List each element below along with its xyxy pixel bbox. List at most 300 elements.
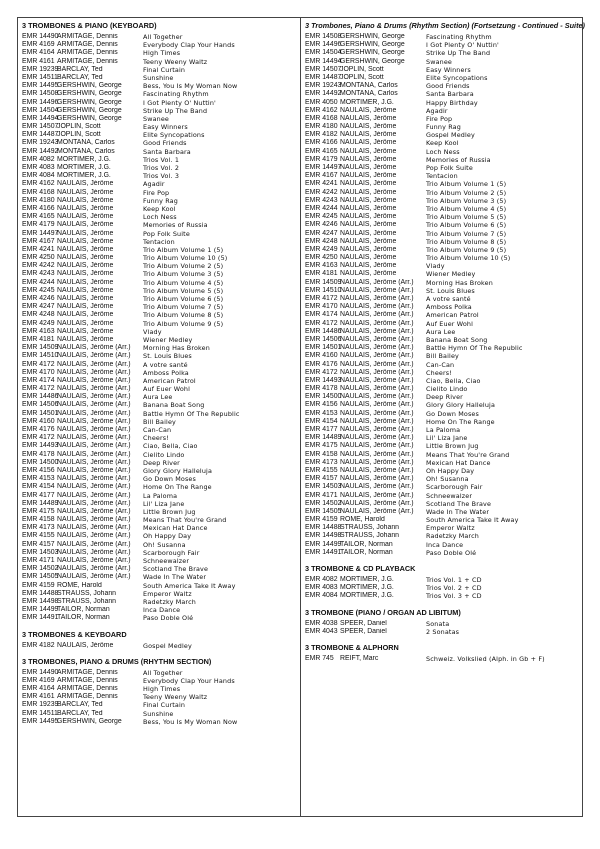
work-title: La Paloma — [426, 426, 461, 434]
catalog-entry — [22, 524, 296, 532]
catalog-number: EMR 4163 — [22, 327, 55, 335]
composer-name: NAULAIS, Jérôme — [340, 180, 397, 188]
catalog-entry — [305, 303, 581, 311]
work-title: Trios Vol. 2 — [143, 164, 180, 172]
work-title: Sunshine — [143, 709, 174, 718]
catalog-number: EMR 14503 — [22, 548, 59, 556]
work-title: Deep River — [143, 458, 180, 467]
composer-name: GERSHWIN, George — [340, 57, 405, 65]
catalog-entry — [305, 254, 581, 262]
work-title: Vlady — [426, 262, 445, 271]
composer-name: NAULAIS, Jérôme (Arr.) — [340, 376, 414, 384]
catalog-entry — [22, 107, 296, 115]
work-title: Bess, You Is My Woman Now — [143, 717, 238, 726]
work-title: Trio Album Volume 9 (5) — [426, 245, 507, 254]
composer-name: NAULAIS, Jérôme (Arr.) — [340, 286, 414, 294]
catalog-entry — [305, 205, 581, 213]
composer-name: JOPLIN, Scott — [57, 123, 101, 131]
composer-name: NAULAIS, Jérôme (Arr.) — [340, 360, 414, 368]
catalog-entry — [22, 598, 296, 606]
work-title: Bess, You Is My Woman Now — [143, 82, 238, 91]
work-title: Elite Syncopations — [426, 73, 488, 82]
catalog-entry — [22, 336, 296, 344]
catalog-number: EMR 14489 — [305, 434, 342, 442]
composer-name: NAULAIS, Jérôme (Arr.) — [57, 466, 131, 474]
catalog-entry — [305, 584, 581, 592]
work-title: Wade In The Water — [143, 573, 207, 582]
composer-name: STRAUSS, Johann — [57, 597, 116, 605]
catalog-entry — [305, 90, 581, 98]
composer-name: NAULAIS, Jérôme (Arr.) — [57, 458, 131, 466]
catalog-number: EMR 4249 — [22, 319, 55, 327]
work-title: Teeny Weeny Waltz — [143, 693, 208, 702]
catalog-number: EMR 4174 — [22, 376, 55, 384]
composer-name: ARMITAGE, Dennis — [57, 49, 118, 57]
catalog-number: EMR 14504 — [22, 106, 59, 114]
catalog-number: EMR 4172 — [305, 319, 338, 327]
catalog-number: EMR 14509 — [305, 278, 342, 286]
catalog-entry — [305, 328, 581, 336]
work-title: Trio Album Volume 8 (5) — [426, 237, 507, 246]
catalog-entry — [22, 311, 296, 319]
catalog-entry — [22, 270, 296, 278]
catalog-entry — [305, 58, 581, 66]
catalog-number: EMR 14487 — [22, 131, 59, 139]
work-title: Strike Up The Band — [426, 49, 491, 58]
work-title: Trio Album Volume 7 (5) — [426, 229, 507, 238]
catalog-entry — [305, 475, 581, 483]
catalog-entry — [22, 197, 296, 205]
composer-name: TAILOR, Norman — [340, 548, 393, 556]
catalog-entry — [22, 500, 296, 508]
catalog-number: EMR 14486 — [305, 327, 342, 335]
composer-name: NAULAIS, Jérôme — [57, 327, 114, 335]
catalog-number: EMR 14507 — [22, 123, 59, 131]
composer-name: NAULAIS, Jérôme — [57, 641, 114, 649]
left-column — [22, 21, 296, 726]
composer-name: STRAUSS, Johann — [340, 532, 399, 540]
work-title: Radetzky March — [426, 532, 479, 541]
catalog-entry — [305, 213, 581, 221]
catalog-number: EMR 4178 — [22, 450, 55, 458]
catalog-entry — [305, 369, 581, 377]
composer-name: NAULAIS, Jérôme (Arr.) — [57, 426, 131, 433]
composer-name: NAULAIS, Jérôme (Arr.) — [340, 278, 414, 286]
work-title: Auf Euer Wohl — [143, 385, 191, 394]
work-title: Trio Album Volume 1 (5) — [143, 245, 224, 254]
catalog-entry — [22, 451, 296, 459]
composer-name: NAULAIS, Jérôme — [57, 204, 114, 212]
catalog-number: EMR 4179 — [305, 155, 338, 163]
work-title: Bill Bailey — [426, 352, 459, 361]
composer-name: STRAUSS, Johann — [57, 589, 116, 597]
catalog-entry — [305, 576, 581, 584]
work-title: Santa Barbara — [143, 147, 191, 156]
catalog-entry — [22, 246, 296, 254]
catalog-entry — [305, 459, 581, 467]
composer-name: NAULAIS, Jérôme — [340, 229, 397, 237]
catalog-number: EMR 4171 — [22, 557, 55, 564]
catalog-number: EMR 4248 — [22, 311, 55, 319]
composer-name: MORTIMER, J.G. — [340, 98, 394, 106]
catalog-entry — [22, 369, 296, 377]
section-header: 3 TROMBONES, PIANO & DRUMS (RHYTHM SECTION) — [22, 656, 212, 666]
catalog-number: EMR 4172 — [22, 434, 55, 442]
work-title: Inca Dance — [426, 540, 464, 549]
catalog-section — [305, 564, 581, 601]
composer-name: NAULAIS, Jérôme — [340, 204, 397, 212]
catalog-entry — [305, 524, 581, 532]
work-title: Fascinating Rhythm — [143, 90, 209, 99]
work-title: Can-Can — [426, 360, 455, 369]
composer-name: NAULAIS, Jérôme (Arr.) — [57, 491, 131, 499]
composer-name: NAULAIS, Jérôme (Arr.) — [57, 360, 131, 368]
catalog-entry — [22, 385, 296, 393]
catalog-entry — [22, 33, 296, 41]
composer-name: NAULAIS, Jérôme (Arr.) — [340, 368, 414, 376]
composer-name: NAULAIS, Jérôme — [340, 106, 397, 114]
composer-name: NAULAIS, Jérôme (Arr.) — [57, 376, 131, 384]
composer-name: NAULAIS, Jérôme — [57, 245, 114, 253]
composer-name: ARMITAGE, Dennis — [57, 33, 118, 40]
work-title: Wade In The Water — [426, 507, 490, 516]
work-title: Trio Album Volume 4 (5) — [143, 278, 224, 287]
catalog-entry — [305, 410, 581, 418]
catalog-section — [305, 608, 581, 636]
catalog-entry — [305, 361, 581, 369]
catalog-entry — [305, 270, 581, 278]
catalog-number: EMR 14504 — [305, 49, 342, 57]
composer-name: NAULAIS, Jérôme — [340, 254, 397, 262]
catalog-entry — [305, 230, 581, 238]
catalog-entry — [305, 74, 581, 82]
composer-name: NAULAIS, Jérôme (Arr.) — [57, 393, 131, 401]
catalog-number: EMR 4158 — [305, 450, 338, 458]
catalog-entry — [305, 508, 581, 516]
work-title: Wiener Medley — [426, 270, 476, 279]
catalog-number: EMR 14505 — [22, 573, 59, 581]
catalog-entry — [305, 287, 581, 295]
work-title: Trio Album Volume 9 (5) — [143, 319, 224, 328]
catalog-entry — [22, 475, 296, 483]
work-title: Aura Lee — [143, 393, 173, 402]
composer-name: NAULAIS, Jérôme (Arr.) — [57, 409, 131, 417]
work-title: Trios Vol. 3 — [143, 172, 180, 181]
work-title: Keep Kool — [143, 204, 176, 213]
catalog-entry — [22, 230, 296, 238]
catalog-number: EMR 14506 — [305, 335, 342, 343]
catalog-entry — [305, 123, 581, 131]
work-title: Schweiz. Volkslied (Alph. in Gb + F) — [426, 654, 545, 663]
composer-name: NAULAIS, Jérôme (Arr.) — [57, 450, 131, 458]
catalog-number: EMR 14495 — [22, 82, 59, 90]
catalog-number: EMR 4248 — [305, 237, 338, 245]
catalog-entry — [22, 205, 296, 213]
catalog-entry — [22, 156, 296, 164]
catalog-entry — [305, 197, 581, 205]
composer-name: SPEER, Daniel — [340, 627, 387, 635]
catalog-entry — [22, 701, 296, 709]
catalog-number: EMR 4243 — [22, 270, 55, 278]
work-title: Agadir — [426, 106, 448, 115]
composer-name: NAULAIS, Jérôme (Arr.) — [340, 385, 414, 393]
composer-name: BARCLAY, Ted — [57, 709, 103, 717]
work-title: Gospel Medley — [143, 641, 192, 650]
catalog-number: EMR 4167 — [305, 172, 338, 180]
catalog-entry — [22, 328, 296, 336]
work-title: Trio Album Volume 3 (5) — [426, 196, 507, 205]
catalog-number: EMR 4082 — [305, 576, 338, 583]
work-title: Can-Can — [143, 426, 172, 434]
composer-name: TAILOR, Norman — [340, 540, 393, 548]
catalog-number: EMR 4175 — [22, 507, 55, 515]
work-title: Agadir — [143, 180, 165, 189]
work-title: Sonata — [426, 619, 450, 628]
composer-name: NAULAIS, Jérôme (Arr.) — [57, 475, 131, 483]
composer-name: NAULAIS, Jérôme — [57, 295, 114, 302]
catalog-entry — [22, 459, 296, 467]
catalog-number: EMR 4154 — [22, 483, 55, 491]
composer-name: REIFT, Marc — [340, 654, 379, 662]
catalog-number: EMR 14494 — [305, 57, 342, 65]
composer-name: NAULAIS, Jérôme (Arr.) — [57, 483, 131, 491]
composer-name: NAULAIS, Jérôme (Arr.) — [57, 516, 131, 524]
catalog-number: EMR 14488 — [22, 589, 59, 597]
catalog-section — [305, 21, 585, 557]
composer-name: NAULAIS, Jérôme (Arr.) — [340, 466, 414, 474]
catalog-entry — [305, 467, 581, 475]
work-title: Battle Hymn Of The Republic — [426, 344, 523, 353]
work-title: American Patrol — [426, 311, 479, 320]
work-title: Trio Album Volume 10 (5) — [143, 254, 228, 263]
work-title: Pop Folk Suite — [426, 164, 473, 172]
catalog-entry — [22, 434, 296, 442]
work-title: All Together — [143, 668, 183, 677]
work-title: Santa Barbara — [426, 90, 474, 99]
composer-name: NAULAIS, Jérôme — [57, 278, 114, 286]
work-title: Banana Boat Song — [426, 335, 488, 344]
composer-name: GERSHWIN, George — [57, 82, 122, 90]
catalog-number: EMR 4162 — [22, 180, 55, 188]
catalog-number: EMR 14489 — [22, 499, 59, 507]
catalog-number: EMR 14492 — [22, 147, 59, 155]
work-title: Oh! Susanna — [143, 540, 186, 549]
work-title: Oh! Susanna — [426, 475, 469, 484]
catalog-number: EMR 4160 — [22, 417, 55, 425]
catalog-number: EMR 14502 — [305, 499, 342, 507]
work-title: Home On The Range — [426, 417, 495, 426]
catalog-number: EMR 4163 — [305, 262, 338, 270]
column-divider — [300, 18, 301, 816]
catalog-number: EMR 14511 — [22, 709, 58, 717]
composer-name: NAULAIS, Jérôme (Arr.) — [57, 573, 131, 581]
composer-name: ARMITAGE, Dennis — [57, 57, 118, 65]
composer-name: NAULAIS, Jérôme (Arr.) — [57, 532, 131, 540]
catalog-number: EMR 14498 — [305, 532, 342, 540]
catalog-entry — [305, 238, 581, 246]
work-title: Pop Folk Suite — [143, 229, 190, 238]
catalog-number: EMR 4249 — [305, 245, 338, 253]
composer-name: MONTANA, Carlos — [340, 90, 398, 98]
work-title: Banana Boat Song — [143, 401, 205, 410]
work-title: Strike Up The Band — [143, 106, 208, 115]
composer-name: MORTIMER, J.G. — [340, 576, 394, 583]
catalog-section — [22, 630, 296, 650]
section-header: 3 TROMBONE & ALPHORN — [305, 642, 399, 652]
catalog-number: EMR 4165 — [305, 147, 338, 155]
composer-name: NAULAIS, Jérôme — [340, 155, 397, 163]
catalog-entry — [22, 115, 296, 123]
work-title: Aura Lee — [426, 327, 456, 336]
catalog-entry — [22, 90, 296, 98]
work-title: Vlady — [143, 327, 162, 336]
composer-name: NAULAIS, Jérôme (Arr.) — [340, 491, 414, 499]
catalog-number: EMR 4177 — [305, 426, 338, 433]
catalog-number: EMR 14494 — [22, 114, 59, 122]
catalog-number: EMR 14488 — [305, 524, 342, 532]
catalog-number: EMR 4157 — [22, 540, 55, 548]
work-title: 2 Sonatas — [426, 627, 460, 636]
catalog-number: EMR 14501 — [22, 409, 59, 417]
composer-name: MONTANA, Carlos — [57, 139, 115, 147]
work-title: Oh Happy Day — [143, 532, 192, 541]
catalog-number: EMR 14495 — [22, 717, 59, 725]
catalog-number: EMR 4167 — [22, 237, 55, 245]
catalog-number: EMR 4245 — [22, 286, 55, 294]
composer-name: MONTANA, Carlos — [340, 82, 398, 90]
catalog-number: EMR 14496 — [305, 41, 342, 49]
catalog-entry — [22, 685, 296, 693]
catalog-number: EMR 4171 — [305, 491, 338, 499]
work-title: Elite Syncopations — [143, 131, 205, 140]
catalog-entry — [22, 238, 296, 246]
composer-name: ARMITAGE, Dennis — [57, 41, 118, 49]
work-title: Tentacion — [143, 237, 175, 246]
work-title: Sunshine — [143, 73, 174, 82]
work-title: Oh Happy Day — [426, 466, 475, 475]
catalog-entry — [22, 516, 296, 524]
catalog-number: EMR 4165 — [22, 213, 55, 221]
work-title: Emperor Waltz — [143, 589, 192, 598]
composer-name: GERSHWIN, George — [57, 717, 122, 725]
catalog-entry — [22, 303, 296, 311]
catalog-number: EMR 14487 — [305, 73, 342, 81]
work-title: Little Brown Jug — [426, 442, 479, 451]
composer-name: MORTIMER, J.G. — [340, 592, 394, 600]
catalog-entry — [305, 107, 581, 115]
catalog-number: EMR 4182 — [22, 641, 55, 649]
composer-name: NAULAIS, Jérôme — [340, 123, 397, 131]
catalog-number: EMR 4164 — [22, 685, 55, 693]
catalog-number: EMR 14511 — [22, 73, 58, 81]
work-title: Easy Winners — [426, 65, 471, 74]
catalog-number: EMR 4172 — [22, 385, 55, 393]
catalog-entry — [305, 115, 581, 123]
composer-name: BARCLAY, Ted — [57, 65, 103, 73]
work-title: Teeny Weeny Waltz — [143, 57, 208, 66]
composer-name: ARMITAGE, Dennis — [57, 685, 118, 693]
catalog-entry — [305, 516, 581, 524]
work-title: Loch Ness — [143, 213, 177, 222]
composer-name: NAULAIS, Jérôme — [340, 131, 397, 139]
catalog-entry — [22, 189, 296, 197]
catalog-number: EMR 4180 — [22, 196, 55, 204]
catalog-number: EMR 4178 — [305, 385, 338, 393]
composer-name: NAULAIS, Jérôme — [340, 147, 397, 155]
composer-name: NAULAIS, Jérôme (Arr.) — [340, 417, 414, 425]
work-title: Cheers! — [426, 368, 452, 377]
work-title: Bill Bailey — [143, 417, 176, 426]
catalog-entry — [305, 592, 581, 600]
work-title: Paso Doble Olé — [426, 548, 477, 557]
composer-name: MORTIMER, J.G. — [57, 172, 111, 180]
work-title: South America Take It Away — [426, 516, 519, 525]
catalog-number: EMR 14496 — [22, 98, 59, 106]
composer-name: NAULAIS, Jérôme — [57, 262, 114, 270]
work-title: Trio Album Volume 1 (5) — [426, 180, 507, 189]
catalog-number: EMR 14510 — [22, 352, 59, 360]
work-title: St. Louis Blues — [143, 352, 192, 361]
catalog-entry — [305, 451, 581, 459]
catalog-entry — [22, 172, 296, 180]
catalog-entry — [305, 426, 581, 434]
composer-name: GERSHWIN, George — [340, 41, 405, 49]
catalog-entry — [22, 492, 296, 500]
composer-name: NAULAIS, Jérôme (Arr.) — [340, 507, 414, 515]
catalog-number: EMR 4083 — [305, 584, 338, 592]
catalog-entry — [305, 541, 581, 549]
catalog-entry — [22, 590, 296, 598]
catalog-number: EMR 4038 — [305, 619, 338, 627]
catalog-entry — [305, 352, 581, 360]
composer-name: NAULAIS, Jérôme — [340, 213, 397, 221]
catalog-number: EMR 4172 — [305, 368, 338, 376]
catalog-entry — [305, 139, 581, 147]
catalog-entry — [22, 557, 296, 565]
composer-name: NAULAIS, Jérôme (Arr.) — [57, 417, 131, 425]
composer-name: NAULAIS, Jérôme — [340, 164, 397, 171]
catalog-entry — [22, 508, 296, 516]
composer-name: NAULAIS, Jérôme (Arr.) — [340, 352, 414, 360]
composer-name: NAULAIS, Jérôme — [57, 221, 114, 229]
catalog-entry — [305, 311, 581, 319]
catalog-entry — [305, 131, 581, 139]
catalog-number: EMR 4172 — [305, 295, 338, 302]
catalog-entry — [22, 320, 296, 328]
catalog-entry — [305, 483, 581, 491]
catalog-number: EMR 4050 — [305, 98, 338, 106]
catalog-number: EMR 14499 — [305, 540, 342, 548]
catalog-entry — [22, 442, 296, 450]
catalog-number: EMR 19243 — [305, 82, 342, 90]
catalog-number: EMR 4084 — [305, 592, 338, 600]
composer-name: NAULAIS, Jérôme — [57, 303, 114, 311]
composer-name: NAULAIS, Jérôme — [57, 270, 114, 278]
catalog-number: EMR 4153 — [22, 475, 55, 483]
composer-name: NAULAIS, Jérôme (Arr.) — [57, 368, 131, 376]
work-title: High Times — [143, 685, 181, 694]
composer-name: NAULAIS, Jérôme (Arr.) — [57, 507, 131, 515]
catalog-number: EMR 4246 — [305, 221, 338, 229]
composer-name: NAULAIS, Jérôme (Arr.) — [340, 483, 414, 491]
work-title: Auf Euer Wohl — [426, 319, 474, 328]
composer-name: NAULAIS, Jérôme (Arr.) — [57, 434, 131, 442]
composer-name: NAULAIS, Jérôme (Arr.) — [340, 335, 414, 343]
work-title: Trio Album Volume 7 (5) — [143, 303, 224, 312]
work-title: Fire Pop — [143, 188, 170, 197]
composer-name: MORTIMER, J.G. — [340, 584, 394, 592]
catalog-number: EMR 4247 — [22, 303, 55, 311]
